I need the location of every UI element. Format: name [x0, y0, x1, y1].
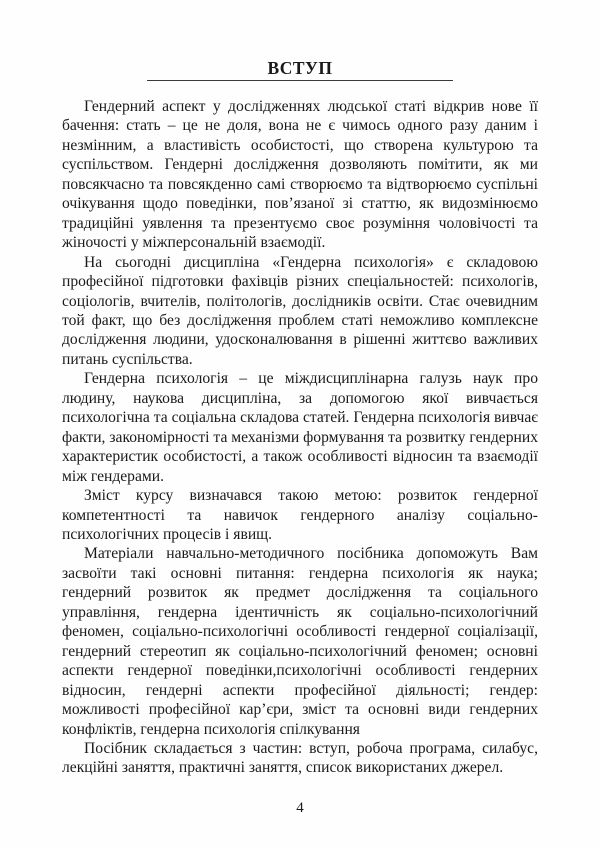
paragraph-6: Посібник складається з частин: вступ, робоча програма, силабус, лекційні заняття, практичні заняття, список використаних джерел. [62, 739, 538, 777]
page-number: 4 [296, 800, 304, 816]
paragraph-3: Гендерна психологія – це міждисциплінарна галузь наук про людину, наукова дисципліна, за допомогою якої вивчається психологічна та соціальна складова статей. Гендерна психологія вивчає факти, закономірності та механізми формування та розвитку гендерних характеристик особистості, а також особливості відносин та взаємодії між гендерами. [62, 370, 538, 485]
body-text [62, 97, 538, 778]
paragraph-4: Зміст курсу визначався такою метою: розвиток гендерної компетентності та навичок гендерного аналізу соціально-психологічних процесів і явищ. [62, 487, 538, 543]
page-title: ВСТУП [267, 58, 333, 78]
paragraph-2: На сьогодні дисципліна «Гендерна психологія» є складовою професійної підготовки фахівців різних спеціальностей: психологів, соціологів, вчителів, політологів, дослідників освіти. Стає очевидним той факт, що без дослідження проблем статі неможливо комплексне дослідження людини, удосконалювання в рішенні життєво важливих питань суспільства. [62, 253, 538, 368]
paragraph-5: Матеріали навчально-методичного посібника допоможуть Вам засвоїти такі основні питання: гендерна психологія як наука; гендерний розвиток як предмет дослідження та соціального управління, гендерна ідентичність як соціально-психологічний феномен, соціально-психологічні особливості гендерної соціалізації, гендерний стереотип як соціально-психологічний феномен; основні аспекти гендерної поведінки,психологічні особливості гендерних відносин, гендерні аспекти професійної діяльності; гендер: можливості професійної кар’єри, зміст та основні види гендерних конфліктів, гендерна психологія спілкування [62, 545, 538, 738]
title-underline-divider [147, 80, 453, 81]
paragraph-1: Гендерний аспект у дослідженнях людської статі відкрив нове її бачення: стать – це не доля, вона не є чимось одного разу даним і незмінним, а властивість особистості, що створена культурою та суспільством. Гендерні дослідження дозволяють помітити, як ми повсякчасно та повсякденно самі створюємо та відтворюємо суспільні очікування щодо поведінки, пов’язаної зі статтю, як видозмінюємо традиційні уявлення та презентуємо своє розуміння чоловічості та жіночості у міжперсональній взаємодії. [62, 98, 538, 252]
